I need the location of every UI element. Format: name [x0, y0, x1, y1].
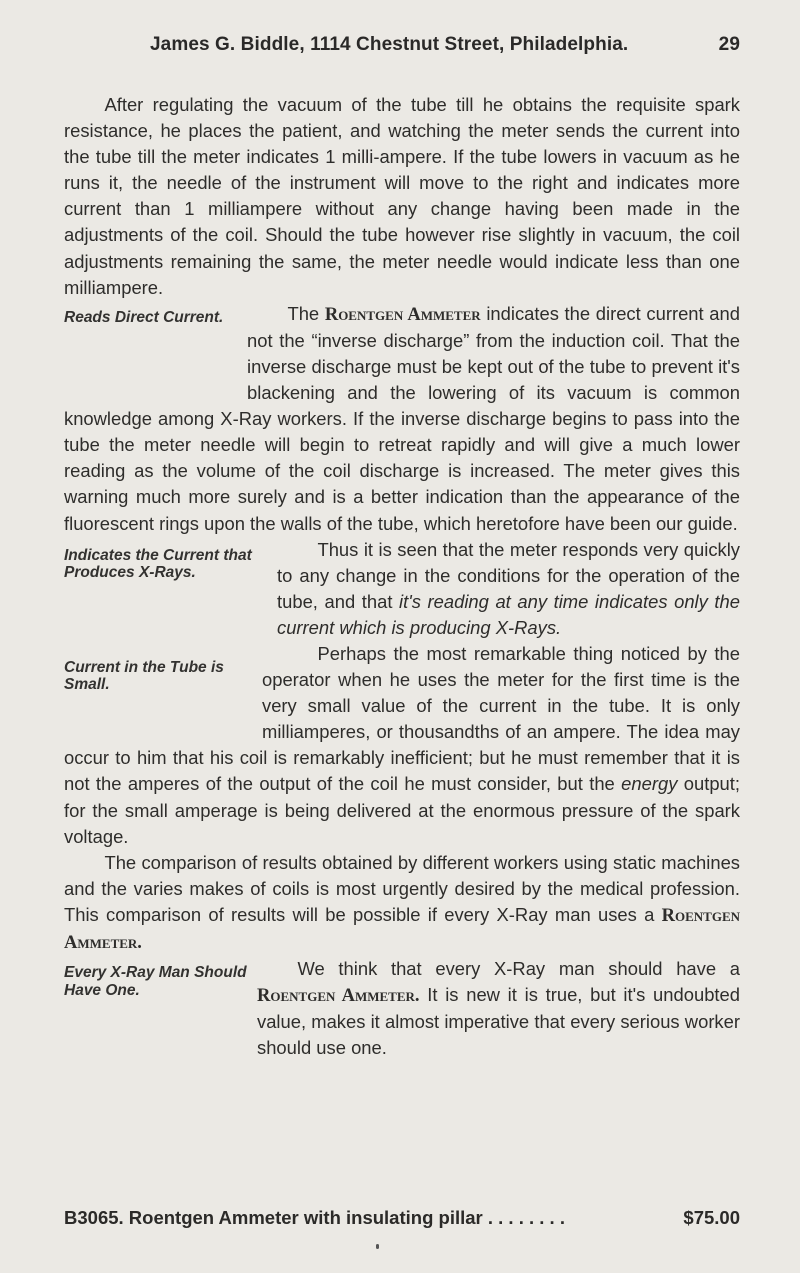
- paragraph-3: Thus it is seen that the meter responds very quickly to any change in the conditions for the operation of the tube, and that it's reading at any time indicates only the current which is producing X-Rays.: [277, 538, 740, 638]
- print-speck: [376, 1244, 379, 1249]
- product-name: Roentgen Ammeter: [324, 304, 481, 325]
- sidenote-reads-direct-current: Reads Direct Current.: [64, 308, 224, 326]
- emphasis-reading: it's reading at any time indicates only the current which is producing X-Rays.: [277, 590, 740, 638]
- paragraph-1: After regulating the vacuum of the tube till he obtains the requisite spark resistance, he places the patient, and watching the meter sends the current into the tube till the meter indicates 1 milli-ampere. If the tube lowers in vacuum as he runs it, the needle of the instrument will move to the right and indicates more current than 1 milliampere without any change having been made in the adjustments of the coil. Should the tube however rise slightly in vacuum, the coil adjustments remaining the same, the meter needle would indicate less than one milliampere.: [64, 94, 740, 298]
- body-text: [64, 92, 740, 1061]
- product-name: Roentgen Ammeter.: [257, 986, 420, 1007]
- emphasis-energy: energy: [621, 773, 678, 795]
- product-name: Roentgen Ammeter.: [64, 905, 740, 953]
- paragraph-5: The comparison of results obtained by different workers using static machines and the varies makes of coils is most urgently desired by the medical profession. This comparison of results will be possible if every X-Ray man uses a Roentgen Ammeter.: [64, 851, 740, 953]
- catalog-price: $75.00: [683, 1207, 740, 1228]
- sidenote-current-small: Current in the Tube is Small.: [64, 658, 224, 694]
- sidenote-indicates-current: Indicates the Current that Produces X-Rays.: [64, 546, 252, 582]
- page-number: 29: [718, 34, 740, 55]
- catalog-item: B3065. Roentgen Ammeter with insulating pillar . . . . . . . .: [64, 1207, 565, 1228]
- running-header: [150, 34, 740, 56]
- paragraph-4: Perhaps the most remarkable thing noticed by the operator when he uses the meter for the first time is the very small value of the current in the tube. It is only milliamperes, or thousandths of an ampere. The idea may occur to him that his coil is remarkably inefficient; but he must remember that it is not the amperes of the output of the coil he must consider, but the energy output; for the small amperage is being delivered at the enormous pressure of the spark voltage.: [64, 642, 740, 847]
- catalog-entry: [64, 1207, 740, 1229]
- paragraph-6: We think that every X-Ray man should have a Roentgen Ammeter. It is new it is true, but it's undoubted value, makes it almost imperative that every serious worker should use one.: [257, 958, 740, 1059]
- sidenote-every-xray-man: Every X-Ray Man Should Have One.: [64, 964, 247, 999]
- header-title: James G. Biddle, 1114 Chestnut Street, Philadelphia.: [150, 34, 629, 55]
- paragraph-2: The Roentgen Ammeter indicates the direct current and not the “inverse discharge” from the induction coil. That the inverse discharge must be kept out of the tube to prevent it's blackening and the lowering of its vacuum is common knowledge among X-Ray workers. If the inverse discharge begins to pass into the tube the meter needle will begin to retreat rapidly and will give a much lower reading as the volume of the coil discharge is increased. The meter gives this warning much more surely and is a better indication than the appearance of the fluorescent rings upon the walls of the tube, which heretofore have been our guide.: [64, 302, 740, 534]
